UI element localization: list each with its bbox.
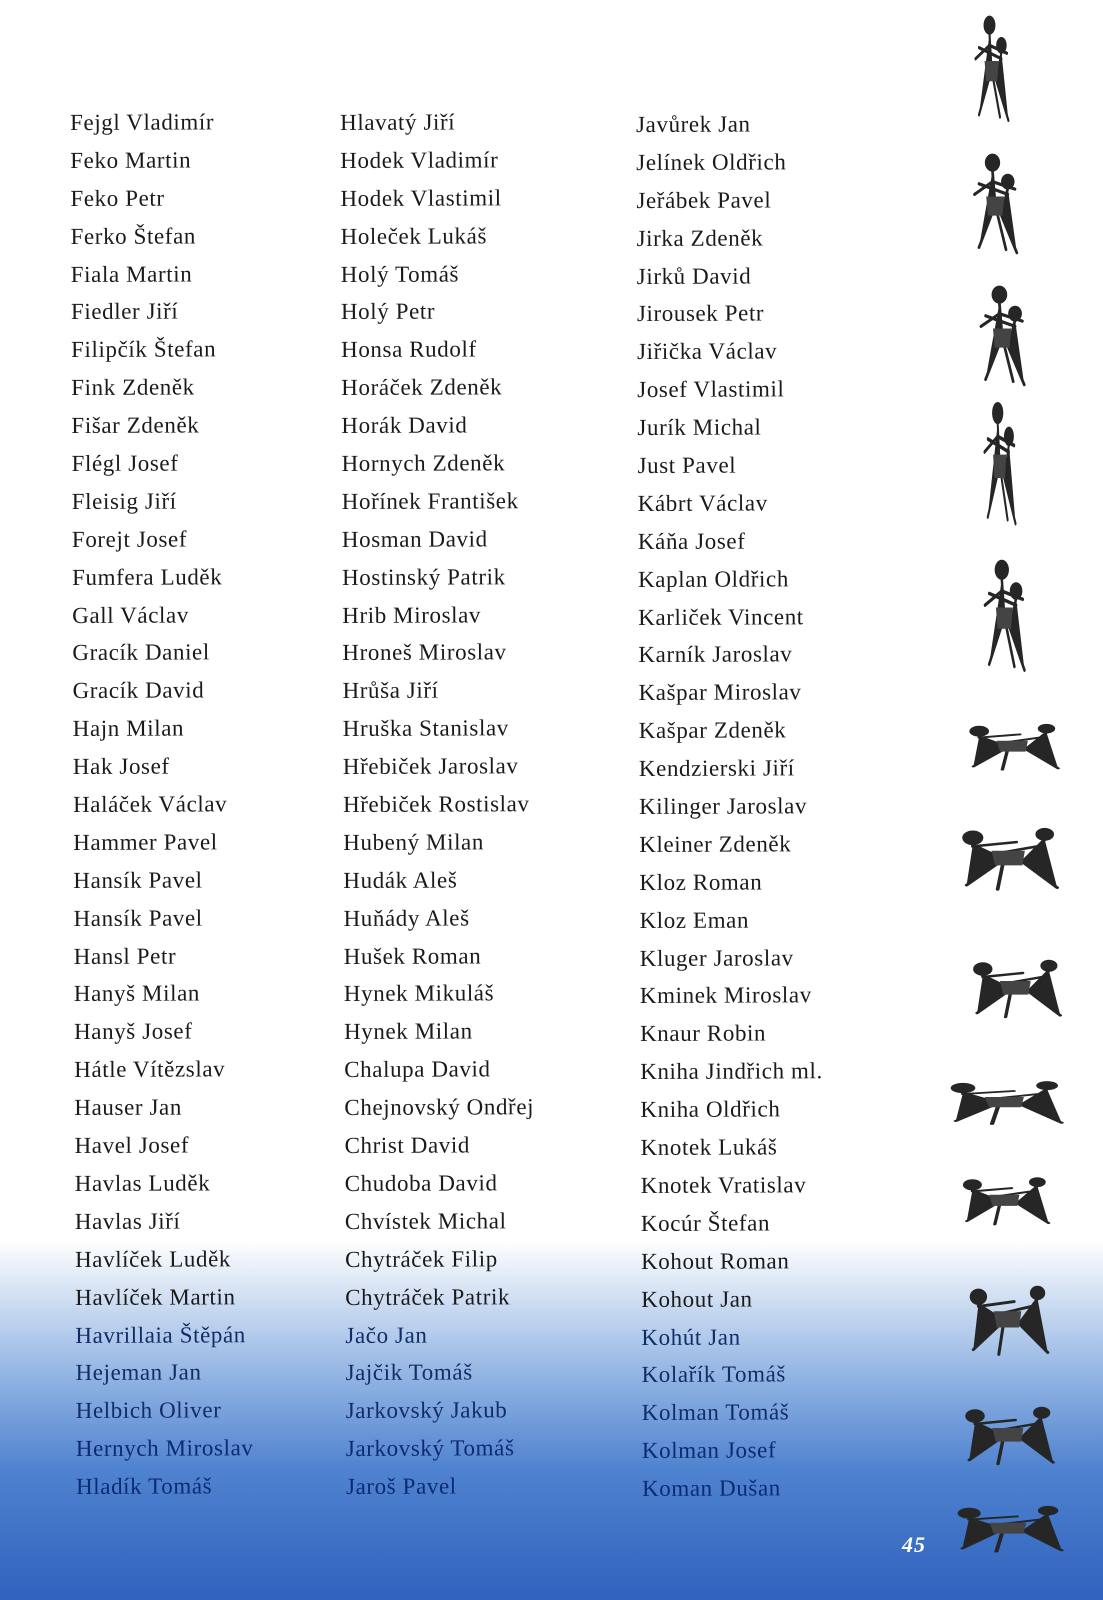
name-entry: Kašpar Zdeněk: [638, 717, 787, 744]
wrestling-pair-icon: [952, 1392, 1067, 1472]
name-entry: Kohút Jan: [641, 1324, 741, 1350]
name-entry: Jaroš Pavel: [345, 1473, 457, 1500]
wrestling-pair-icon: [950, 1165, 1062, 1231]
name-entry: Hejeman Jan: [75, 1359, 202, 1386]
wrestling-pair-icon: [952, 152, 1042, 258]
name-entry: Chvístek Michal: [344, 1208, 507, 1234]
name-entry: Kohout Jan: [641, 1286, 753, 1312]
name-entry: Kocúr Štefan: [640, 1210, 771, 1236]
name-entry: Jeřábek Pavel: [636, 187, 772, 213]
name-column-2: [340, 103, 536, 1506]
name-entry: Chalupa David: [344, 1056, 491, 1083]
name-entry: Hansík Pavel: [73, 867, 203, 893]
wrestling-pair-icon: [948, 812, 1072, 898]
wrestling-pair-icon: [956, 712, 1072, 776]
name-entry: Kendzierski Jiří: [638, 755, 795, 782]
page-number: 45: [902, 1532, 926, 1557]
name-entry: Hernych Miroslav: [75, 1435, 254, 1462]
name-entry: Kolařík Tomáš: [641, 1361, 786, 1388]
wrestling-pair-icon: [958, 1268, 1060, 1364]
name-entry: Hořínek František: [341, 488, 519, 514]
name-entry: Feko Martin: [70, 147, 192, 173]
name-entry: Gracík David: [72, 677, 205, 704]
name-entry: Hřebiček Rostislav: [343, 791, 530, 818]
wrestling-pair-icon: [964, 558, 1048, 676]
name-entry: Jirousek Petr: [636, 300, 765, 327]
name-entry: Jarkovský Tomáš: [345, 1435, 515, 1462]
name-entry: Holeček Lukáš: [340, 223, 488, 249]
name-entry: Kábrt Václav: [637, 490, 768, 516]
name-entry: Holý Petr: [340, 299, 436, 325]
name-entry: Hajn Milan: [72, 715, 185, 742]
name-entry: Chudoba David: [344, 1170, 498, 1196]
name-entry: Hynek Milan: [343, 1018, 473, 1045]
name-entry: Jelínek Oldřich: [636, 149, 787, 175]
name-entry: Knaur Robin: [639, 1020, 767, 1047]
name-entry: Hak Josef: [72, 753, 170, 780]
name-entry: Knotek Lukáš: [640, 1134, 778, 1161]
name-entry: Christ David: [344, 1132, 470, 1159]
name-entry: Hlavatý Jiří: [340, 109, 456, 135]
name-entry: Kašpar Miroslav: [638, 679, 802, 706]
name-entry: Fejgl Vladimír: [70, 109, 215, 135]
name-entry: Gall Václav: [72, 602, 189, 628]
name-entry: Horáček Zdeněk: [341, 374, 503, 401]
name-entry: Havlíček Martin: [75, 1283, 236, 1310]
name-entry: Holý Tomáš: [340, 261, 460, 287]
name-entry: Havel Josef: [74, 1132, 190, 1159]
name-entry: Hammer Pavel: [73, 829, 218, 855]
name-entry: Javůrek Jan: [636, 111, 751, 137]
name-entry: Havlíček Luděk: [74, 1246, 232, 1272]
wrestling-pair-icon: [934, 1070, 1079, 1130]
name-entry: Kminek Miroslav: [639, 982, 812, 1009]
name-entry: Kohout Roman: [640, 1248, 790, 1274]
name-entry: Hátle Vítězslav: [74, 1056, 226, 1083]
name-entry: Kluger Jaroslav: [639, 944, 794, 971]
name-entry: Hansík Pavel: [73, 905, 203, 931]
name-entry: Karník Jaroslav: [638, 641, 793, 668]
name-entry: Jurík Michal: [637, 414, 762, 441]
name-entry: Helbich Oliver: [75, 1397, 222, 1424]
name-entry: Hudák Aleš: [343, 867, 458, 893]
name-entry: Jarkovský Jakub: [345, 1397, 508, 1424]
name-entry: Fišar Zdeněk: [71, 412, 200, 439]
wrestling-pair-icon: [942, 1494, 1078, 1558]
name-entry: Kloz Eman: [639, 907, 750, 933]
name-entry: Huňády Aleš: [343, 905, 470, 931]
name-entry: Chejnovský Ondřej: [344, 1094, 535, 1121]
name-entry: Havrillaia Štěpán: [75, 1321, 246, 1348]
name-entry: Hanyš Josef: [73, 1018, 193, 1045]
name-entry: Feko Petr: [70, 185, 165, 211]
name-entry: Knotek Vratislav: [640, 1172, 807, 1198]
name-column-3: [636, 105, 825, 1508]
name-entry: Hosman David: [341, 526, 488, 552]
name-entry: Karliček Vincent: [638, 603, 804, 630]
name-entry: Horák David: [341, 412, 468, 439]
name-entry: Hodek Vladimír: [340, 147, 499, 173]
name-entry: Hladík Tomáš: [75, 1473, 213, 1500]
name-entry: Forejt Josef: [71, 526, 188, 552]
name-entry: Kaplan Oldřich: [638, 566, 789, 592]
name-entry: Fumfera Luděk: [72, 564, 223, 590]
name-entry: Hostinský Patrik: [342, 563, 506, 590]
name-entry: Kniha Jindřich ml.: [640, 1058, 823, 1085]
name-entry: Josef Vlastimil: [637, 376, 785, 403]
name-entry: Ferko Štefan: [70, 223, 197, 249]
name-entry: Fleisig Jiří: [71, 488, 177, 514]
name-entry: Hornych Zdeněk: [341, 450, 506, 477]
name-entry: Hodek Vlastimil: [340, 185, 502, 211]
name-entry: Kleiner Zdeněk: [639, 831, 792, 857]
name-entry: Hruška Stanislav: [342, 715, 509, 742]
name-entry: Gracík Daniel: [72, 639, 210, 666]
name-entry: Kilinger Jaroslav: [639, 793, 808, 820]
name-entry: Chytráček Patrik: [345, 1283, 511, 1310]
name-entry: Flégl Josef: [71, 450, 179, 477]
wrestling-pair-icon: [958, 14, 1028, 126]
name-entry: Hauser Jan: [74, 1094, 182, 1121]
name-entry: Hrůša Jiří: [342, 677, 439, 704]
wrestling-pair-icon: [960, 945, 1074, 1025]
name-entry: Fiedler Jiří: [70, 298, 179, 325]
name-entry: Koman Dušan: [641, 1475, 781, 1502]
name-entry: Chytráček Filip: [344, 1246, 498, 1272]
name-entry: Filipčík Štefan: [71, 336, 217, 363]
name-entry: Hroneš Miroslav: [342, 639, 507, 666]
name-entry: Kolman Tomáš: [641, 1399, 790, 1426]
name-entry: Jiřička Václav: [637, 338, 778, 365]
name-entry: Havlas Jiří: [74, 1208, 181, 1234]
name-entry: Jajčik Tomáš: [345, 1359, 473, 1386]
name-entry: Havlas Luděk: [74, 1170, 211, 1196]
name-column-1: [70, 103, 254, 1506]
wrestling-pair-icon: [958, 284, 1050, 390]
wrestling-pair-icon: [968, 400, 1034, 530]
name-entry: Hušek Roman: [343, 942, 482, 969]
name-entry: Jačo Jan: [345, 1322, 428, 1348]
name-entry: Hynek Mikuláš: [343, 980, 495, 1007]
name-entry: Jirka Zdeněk: [636, 225, 764, 251]
name-entry: Kloz Roman: [639, 869, 763, 895]
name-entry: Jirků David: [636, 263, 752, 289]
name-entry: Kolman Josef: [641, 1437, 777, 1464]
name-entry: Hanyš Milan: [73, 980, 200, 1007]
name-entry: Fiala Martin: [70, 261, 193, 287]
name-entry: Haláček Václav: [73, 791, 228, 818]
name-entry: Fink Zdeněk: [71, 374, 195, 401]
name-entry: Kniha Oldřich: [640, 1096, 781, 1123]
name-entry: Honsa Rudolf: [341, 336, 477, 363]
name-entry: Hřebiček Jaroslav: [342, 753, 519, 780]
name-entry: Hrib Miroslav: [342, 601, 482, 628]
name-entry: Káňa Josef: [637, 528, 746, 554]
name-entry: Hubený Milan: [343, 829, 484, 855]
name-entry: Hansl Petr: [73, 943, 177, 969]
name-entry: Just Pavel: [637, 452, 737, 479]
